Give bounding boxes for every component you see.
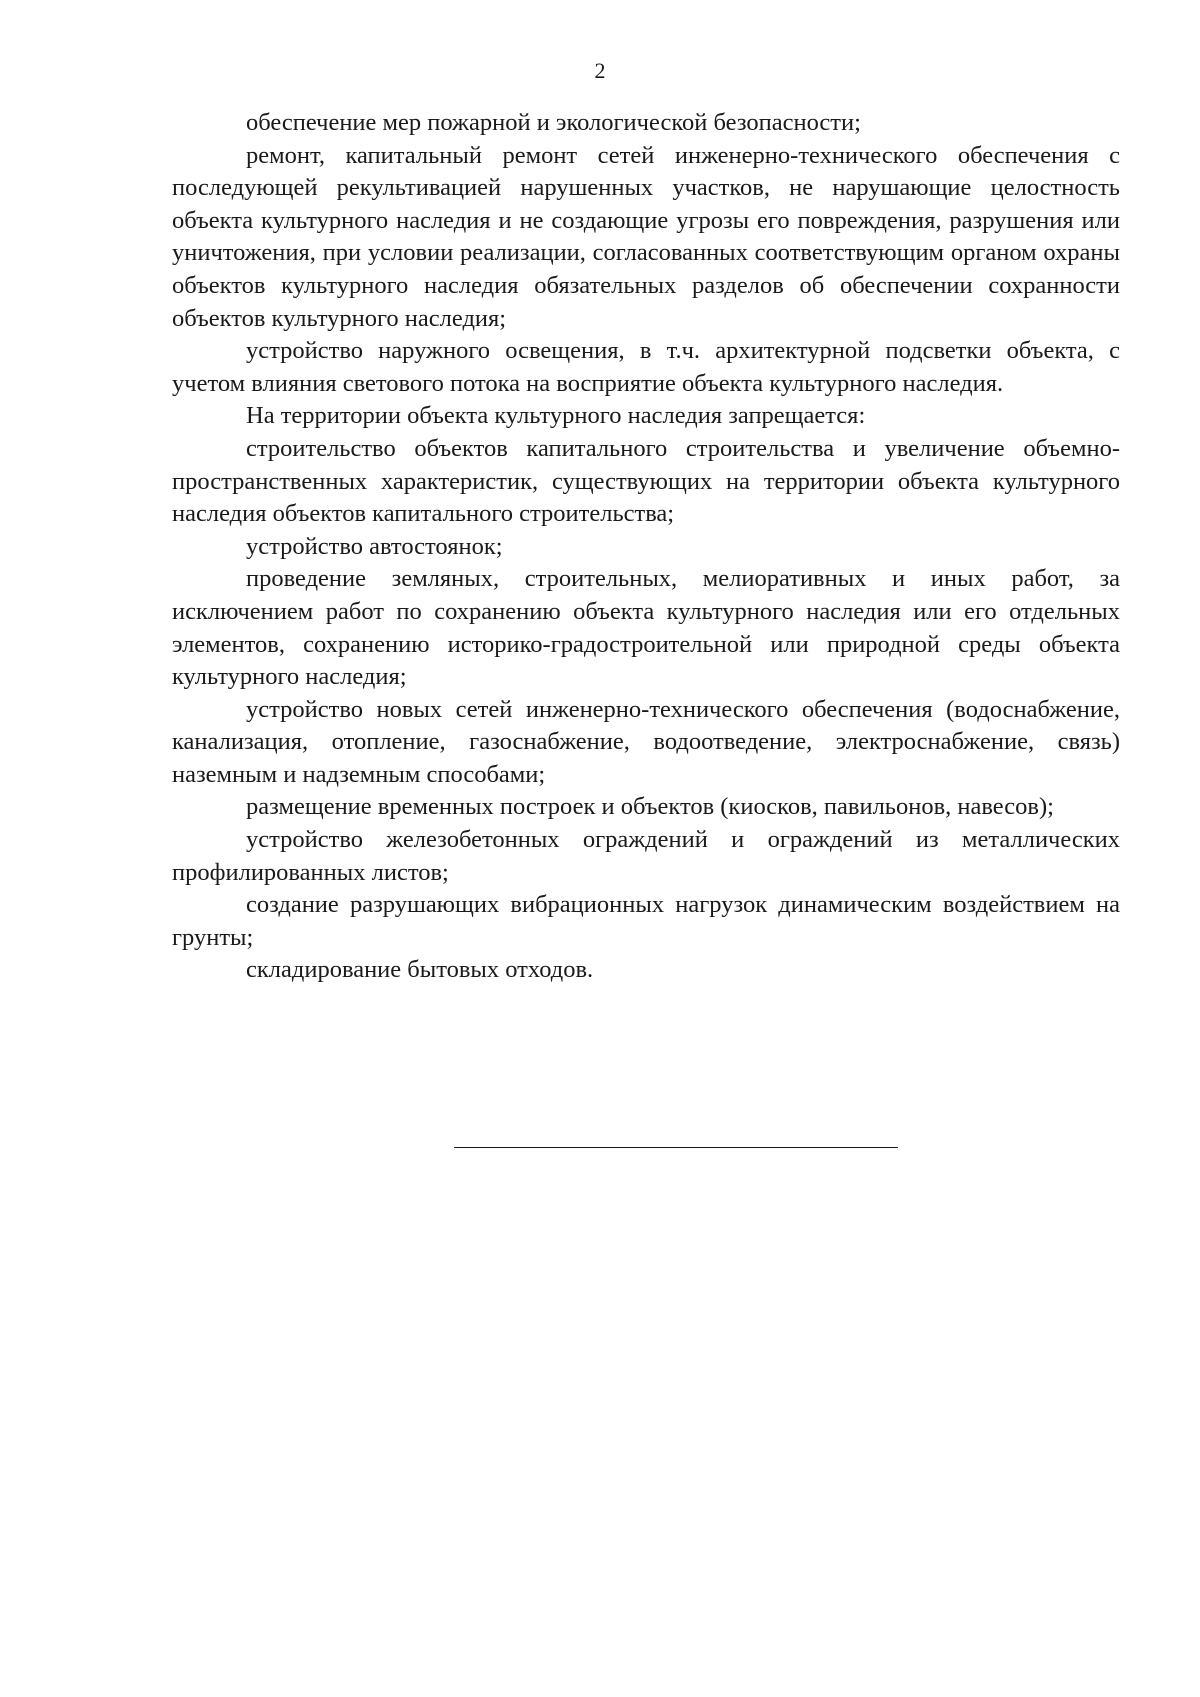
paragraph: проведение земляных, строительных, мелиоративных и иных работ, за исключением работ по сохранению объекта культурного наследия или его отдельных элементов, сохранению историко-градостроительной или природной среды объекта культурного наследия; [172,565,1120,691]
paragraph: устройство новых сетей инженерно-технического обеспечения (водоснабжение, канализация, отопление, газоснабжение, водоотведение, электроснабжение, связь) наземным и надземным способами; [172,695,1120,788]
paragraph: строительство объектов капитального строительства и увеличение объемно-пространственных характеристик, существующих на территории объекта культурного наследия объектов капитального строительства; [172,434,1120,528]
paragraph: складирование бытовых отходов. [246,956,594,984]
paragraph: устройство наружного освещения, в т.ч. архитектурной подсветки объекта, с учетом влияния светового потока на восприятие объекта культурного наследия. [172,337,1120,397]
paragraph: На территории объекта культурного наследия запрещается: [246,402,866,430]
paragraph: устройство автостоянок; [246,532,503,560]
paragraph: устройство железобетонных ограждений и ограждений из металлических профилированных листов; [172,826,1120,886]
end-of-text-divider [454,1147,898,1148]
paragraph: ремонт, капитальный ремонт сетей инженерно-технического обеспечения с последующей рекультивацией нарушенных участков, не нарушающие целостность объекта культурного наследия и не создающие угрозы его повреждения, разрушения или уничтожения, при условии реализации, согласованных соответствующим органом охраны объектов культурного наследия обязательных разделов об обеспечении сохранности объектов культурного наследия; [172,141,1120,332]
page-number: 2 [594,58,606,83]
paragraph: обеспечение мер пожарной и экологической безопасности; [246,109,861,136]
paragraph: размещение временных построек и объектов (киосков, павильонов, навесов); [246,793,1054,821]
paragraph: создание разрушающих вибрационных нагрузок динамическим воздействием на грунты; [172,891,1120,951]
document-body [172,107,1120,987]
